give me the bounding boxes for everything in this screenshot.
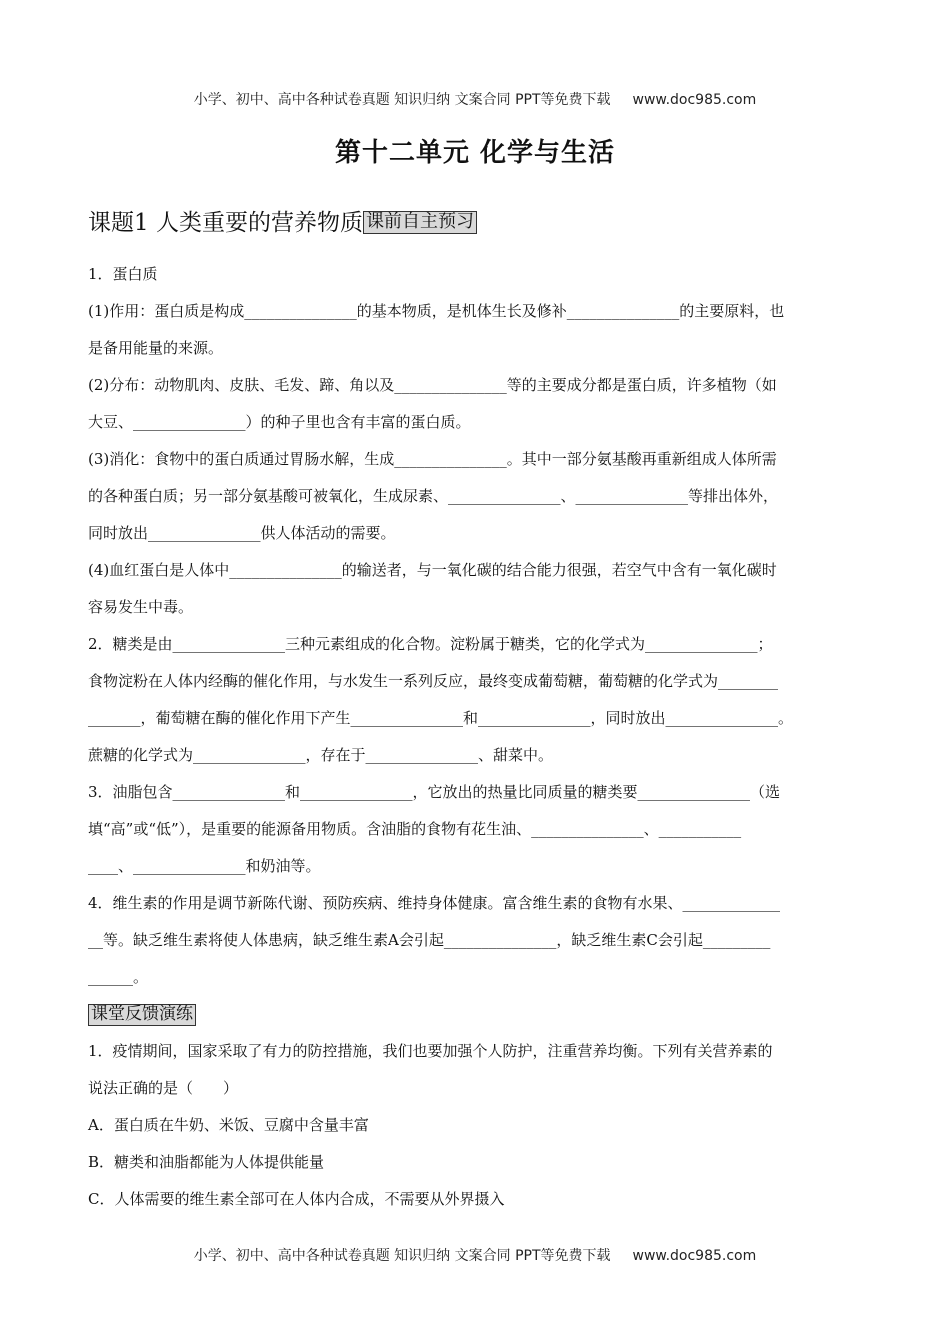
question-stem-line: 说法正确的是（ ） (88, 1079, 239, 1097)
practice-tag: 课堂反馈演练 (88, 1004, 196, 1026)
preview-tag: 课前自主预习 (363, 211, 477, 234)
question-stem-line: 1．疫情期间，国家采取了有力的防控措施，我们也要加强个人防护，注重营养均衡。下列有关营养素的 (88, 1042, 773, 1060)
content-line: 的各种蛋白质；另一部分氨基酸可被氧化，生成尿素、_______________、_______________等排出体外， (88, 487, 779, 505)
content-line: (4)血红蛋白是人体中_______________的输送者，与一氧化碳的结合能力很强，若空气中含有一氧化碳时 (88, 561, 777, 579)
content-line: 2．糖类是由_______________三种元素组成的化合物。淀粉属于糖类，它的化学式为_______________； (88, 635, 773, 653)
header-site-link[interactable]: www.doc985.com (632, 92, 757, 108)
header-text: 小学、初中、高中各种试卷真题 知识归纳 文案合同 PPT等免费下载 (193, 92, 611, 108)
content-line: 4．维生素的作用是调节新陈代谢、预防疾病、维持身体健康。富含维生素的食物有水果、_____________ (88, 894, 781, 912)
content-line: ______。 (88, 968, 149, 986)
answer-option-b: B．糖类和油脂都能为人体提供能量 (88, 1153, 325, 1171)
content-line: ____、_______________和奶油等。 (88, 857, 321, 875)
content-line: 容易发生中毒。 (88, 598, 194, 616)
page-header (0, 89, 950, 109)
content-line: 食物淀粉在人体内经酶的催化作用，与水发生一系列反应，最终变成葡萄糖，葡萄糖的化学式为________ (88, 672, 779, 690)
lesson-heading (88, 204, 477, 237)
preview-content (88, 256, 860, 996)
content-line: __等。缺乏维生素将使人体患病，缺乏维生素A会引起_______________，缺乏维生素C会引起_________ (88, 931, 771, 949)
content-line: 大豆、_______________）的种子里也含有丰富的蛋白质。 (88, 413, 471, 431)
content-line: _______，葡萄糖在酶的催化作用下产生_______________和_______________，同时放出_______________。 (88, 709, 794, 727)
lesson-title: 课题1 人类重要的营养物质 (88, 210, 363, 236)
answer-option-c: C．人体需要的维生素全部可在人体内合成，不需要从外界摄入 (88, 1190, 505, 1208)
content-line: 同时放出_______________供人体活动的需要。 (88, 524, 396, 542)
content-line: 填“高”或“低”），是重要的能源备用物质。含油脂的食物有花生油、_______________、___________ (88, 820, 742, 838)
content-line: (1)作用：蛋白质是构成_______________的基本物质，是机体生长及修补_______________的主要原料，也 (88, 302, 785, 320)
page-footer (0, 1245, 950, 1265)
content-line: 1．蛋白质 (88, 265, 158, 283)
answer-option-a: A．蛋白质在牛奶、米饭、豆腐中含量丰富 (88, 1116, 369, 1134)
content-line: 是备用能量的来源。 (88, 339, 224, 357)
content-line: (2)分布：动物肌肉、皮肤、毛发、蹄、角以及_______________等的主要成分都是蛋白质，许多植物（如 (88, 376, 777, 394)
practice-section (88, 996, 860, 1218)
footer-text: 小学、初中、高中各种试卷真题 知识归纳 文案合同 PPT等免费下载 (193, 1248, 611, 1264)
content-line: 3．油脂包含_______________和_______________，它放出的热量比同质量的糖类要_______________（选 (88, 783, 781, 801)
content-line: (3)消化：食物中的蛋白质通过胃肠水解，生成_______________。其中一部分氨基酸再重新组成人体所需 (88, 450, 777, 468)
footer-site-link[interactable]: www.doc985.com (632, 1248, 757, 1264)
unit-title: 第十二单元 化学与生活 (334, 138, 616, 168)
content-line: 蔗糖的化学式为_______________，存在于_______________、甜菜中。 (88, 746, 554, 764)
